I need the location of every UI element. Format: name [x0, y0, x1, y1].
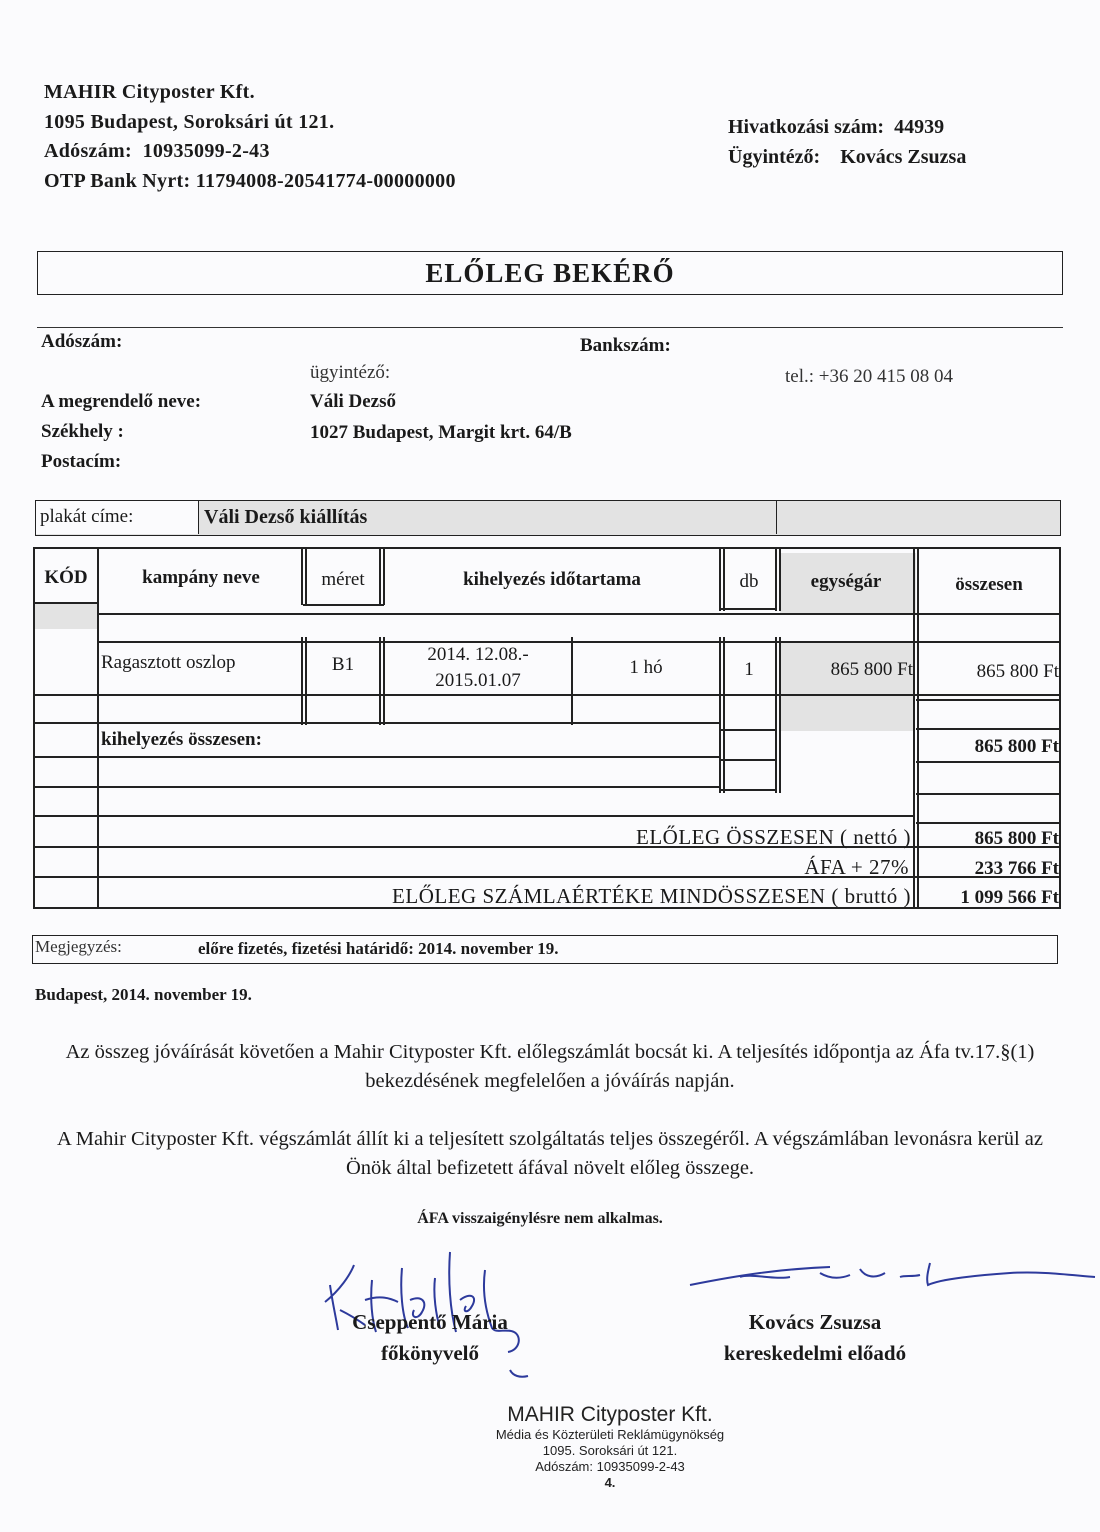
agent-label: Ügyintéző:: [728, 146, 821, 168]
placement-total-value: 865 800 Ft: [974, 736, 1059, 757]
stamp-name: MAHIR Cityposter Kft.: [507, 1403, 713, 1426]
row-unit-price: 865 800 Ft: [830, 659, 913, 680]
poster-title-bar: [35, 500, 1061, 536]
row-date-to: 2015.01.07: [435, 670, 521, 691]
customer-contact-label: ügyintéző:: [310, 362, 391, 383]
document-title: ELŐLEG BEKÉRŐ: [37, 251, 1063, 295]
row-campaign: Ragasztott oszlop: [101, 652, 236, 673]
gross-value: 1 099 566 Ft: [960, 887, 1059, 908]
customer-postal-label: Postacím:: [41, 451, 122, 472]
paragraph-1: Az összeg jóváírását követően a Mahir Cityposter Kft. előlegszámlát bocsát ki. A teljesítés időpontja az Áfa tv.17.§(1) bekezdésének megfelelően a jóváírás napján.: [65, 1041, 1035, 1092]
company-tax-label: Adószám:: [44, 140, 132, 162]
note-label: Megjegyzés:: [35, 937, 122, 956]
unit-price-shade: [780, 641, 914, 731]
reference-agent: [728, 142, 966, 172]
vat-notice: ÁFA visszaigénylésre nem alkalmas.: [417, 1210, 663, 1227]
reference-number: [728, 112, 966, 142]
order-table: [33, 547, 1061, 909]
note-value: előre fizetés, fizetési határidő: 2014. november 19.: [198, 939, 559, 958]
row-date-from: 2014. 12.08.-: [427, 644, 529, 665]
code-shade: [35, 603, 97, 629]
right-signatory-title: kereskedelmi előadó: [723, 1341, 907, 1365]
poster-label: plakát címe:: [36, 501, 199, 534]
header-unit-price: egységár: [810, 571, 882, 592]
customer-name-value: Váli Dezső: [310, 391, 397, 412]
vat-value: 233 766 Ft: [974, 858, 1059, 879]
company-bank: [44, 167, 456, 197]
reference-value: 44939: [894, 116, 945, 138]
header-duration: kihelyezés időtartama: [463, 569, 641, 590]
left-signatory-title: főkönyvelő: [380, 1341, 479, 1365]
row-qty: 1: [744, 659, 754, 680]
row-total: 865 800 Ft: [976, 661, 1059, 682]
reference-block: [728, 112, 966, 172]
right-signatory-name: Kovács Zsuzsa: [748, 1310, 882, 1334]
company-name: MAHIR Cityposter Kft.: [44, 81, 255, 103]
customer-seat-value: 1027 Budapest, Margit krt. 64/B: [310, 422, 572, 443]
header-code: KÓD: [44, 567, 88, 588]
vat-label: ÁFA + 27%: [804, 855, 909, 879]
stamp-line-1: Média és Közterületi Reklámügynökség: [495, 1427, 725, 1442]
header-campaign: kampány neve: [142, 567, 260, 588]
net-label: ELŐLEG ÖSSZESEN ( nettó ): [636, 825, 911, 849]
header-total: összesen: [955, 574, 1023, 595]
stamp-line-3: Adószám: 10935099-2-43: [535, 1459, 685, 1474]
stamp-line-2: 1095. Soroksári út 121.: [542, 1443, 678, 1458]
left-signatory-name: Cseppentő Mária: [352, 1310, 508, 1334]
company-bank-account: 11794008-20541774-00000000: [195, 169, 456, 192]
row-dates: [385, 642, 571, 694]
company-tax: [44, 137, 456, 167]
customer-tax-label: Adószám:: [41, 331, 123, 352]
row-size: B1: [331, 654, 355, 675]
company-address: 1095 Budapest, Soroksári út 121.: [44, 110, 335, 133]
stamp-line-4: 4.: [604, 1475, 616, 1490]
header-size: méret: [321, 569, 365, 590]
net-value: 865 800 Ft: [974, 828, 1059, 849]
header-qty: db: [739, 571, 759, 592]
left-signatory: [320, 1307, 540, 1369]
poster-value: Váli Dezső kiállítás: [199, 501, 777, 534]
placement-total-label: kihelyezés összesen:: [101, 729, 262, 750]
divider: [37, 327, 1063, 328]
company-header: [44, 78, 456, 196]
gross-label: ELŐLEG SZÁMLAÉRTÉKE MINDÖSSZESEN ( bruttó ): [392, 884, 911, 908]
right-signature: [680, 1255, 1100, 1295]
agent-value: Kovács Zsuzsa: [840, 146, 967, 168]
customer-seat-label: Székhely :: [41, 421, 124, 442]
note-box: [32, 935, 1058, 964]
company-bank-label: OTP Bank Nyrt:: [44, 169, 191, 192]
row-period: 1 hó: [629, 657, 663, 678]
company-tax-number: 10935099-2-43: [142, 140, 270, 162]
reference-label: Hivatkozási szám:: [728, 116, 885, 138]
customer-phone: tel.: +36 20 415 08 04: [785, 366, 953, 387]
date-line: Budapest, 2014. november 19.: [35, 985, 252, 1004]
company-stamp: [430, 1403, 790, 1491]
customer-name-label: A megrendelő neve:: [41, 391, 202, 412]
paragraph-2: A Mahir Cityposter Kft. végszámlát állít ki a teljesített szolgáltatás teljes összegéről. A végszámlában levonásra kerül az Önök által befizetett áfával növelt előleg összege.: [57, 1128, 1043, 1179]
right-signatory: [680, 1307, 950, 1369]
customer-bank-label: Bankszám:: [580, 335, 671, 356]
